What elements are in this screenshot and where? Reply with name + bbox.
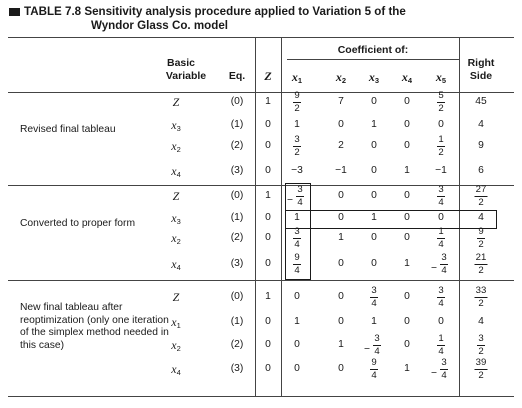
z-coefficient: 1 bbox=[265, 190, 271, 201]
right-side-value: 4 bbox=[478, 316, 484, 327]
x4-coefficient: 0 bbox=[404, 140, 410, 151]
x4-coefficient: 0 bbox=[404, 339, 410, 350]
x1-coefficient: 9 4 bbox=[294, 252, 300, 276]
x2-coefficient: 0 bbox=[338, 258, 344, 269]
x3-coefficient: 0 bbox=[371, 96, 377, 107]
x4-coefficient: 0 bbox=[404, 190, 410, 201]
x1-coefficient: 0 bbox=[294, 291, 300, 302]
basic-variable: $x_2$ bbox=[171, 231, 181, 246]
basic-variable: $x_4$ bbox=[171, 164, 181, 179]
x5-coefficient: 1 4 bbox=[438, 333, 444, 357]
z-coefficient: 0 bbox=[265, 339, 271, 350]
pivot-row-highlight bbox=[285, 210, 497, 229]
x1-coefficient-sign: − bbox=[286, 195, 294, 206]
x2-coefficient: 1 bbox=[338, 339, 344, 350]
basic-variable: Z bbox=[172, 189, 180, 203]
x3-coefficient-sign: − bbox=[363, 344, 371, 355]
equation-number: (0) bbox=[230, 190, 244, 201]
x5-coefficient: 0 bbox=[438, 212, 444, 223]
x2-coefficient: 0 bbox=[338, 190, 344, 201]
x5-coefficient: 5 2 bbox=[438, 90, 444, 114]
basic-variable: $x_2$ bbox=[171, 139, 181, 154]
x4-coefficient: 0 bbox=[404, 316, 410, 327]
x2-coefficient: 0 bbox=[338, 363, 344, 374]
x5-coefficient: 3 4 bbox=[438, 184, 444, 208]
z-coefficient: 0 bbox=[265, 316, 271, 327]
right-side-value: 45 bbox=[475, 96, 487, 107]
basic-variable: $x_4$ bbox=[171, 362, 181, 377]
right-side-value: 33 2 bbox=[475, 285, 487, 309]
column-header-x3: $x_3$ bbox=[368, 70, 380, 85]
x1-coefficient: 3 2 bbox=[294, 134, 300, 158]
z-coefficient: 0 bbox=[265, 363, 271, 374]
x5-coefficient: 3 4 bbox=[441, 357, 447, 381]
x2-coefficient: 0 bbox=[338, 316, 344, 327]
x5-coefficient-sign: − bbox=[430, 263, 438, 274]
equation-number: (2) bbox=[230, 339, 244, 350]
section-label-3: New final tableau after reoptimization (only one iteration of the simplex method needed in this case) bbox=[20, 302, 169, 351]
column-header-x1: $x_1$ bbox=[291, 70, 303, 85]
x1-coefficient: 3 4 bbox=[294, 226, 300, 250]
coefficient-of-header: Coefficient of: bbox=[337, 44, 409, 56]
equation-number: (3) bbox=[230, 363, 244, 374]
title-marker bbox=[9, 8, 20, 16]
x2-coefficient: −1 bbox=[335, 165, 347, 176]
table-title-line1: TABLE 7.8 Sensitivity analysis procedure applied to Variation 5 of the bbox=[24, 5, 406, 18]
x2-coefficient: 2 bbox=[338, 140, 344, 151]
right-side-value: 6 bbox=[478, 165, 484, 176]
x2-coefficient: 0 bbox=[338, 212, 344, 223]
x1-coefficient: 0 bbox=[294, 363, 300, 374]
divider-eq-z bbox=[255, 37, 256, 396]
z-coefficient: 0 bbox=[265, 165, 271, 176]
column-header-x4: $x_4$ bbox=[401, 70, 413, 85]
right-side-header-line1: Right bbox=[467, 57, 495, 69]
x5-coefficient: −1 bbox=[435, 165, 447, 176]
x1-coefficient: 1 bbox=[294, 119, 300, 130]
x5-coefficient-sign: − bbox=[430, 368, 438, 379]
x3-coefficient: 0 bbox=[371, 190, 377, 201]
x1-coefficient: 9 2 bbox=[294, 90, 300, 114]
basic-variable: $x_3$ bbox=[171, 211, 181, 226]
section-label-1: Revised final tableau bbox=[20, 124, 116, 135]
x2-coefficient: 0 bbox=[338, 291, 344, 302]
x4-coefficient: 0 bbox=[404, 96, 410, 107]
z-coefficient: 0 bbox=[265, 258, 271, 269]
bottom-rule bbox=[8, 396, 514, 397]
basic-variable: $x_3$ bbox=[171, 118, 181, 133]
x3-coefficient: 9 4 bbox=[371, 357, 377, 381]
column-header-x5: $x_5$ bbox=[435, 70, 447, 85]
right-side-value: 39 2 bbox=[475, 357, 487, 381]
right-side-value: 4 bbox=[478, 119, 484, 130]
x3-coefficient: 3 4 bbox=[374, 333, 380, 357]
section-label-2: Converted to proper form bbox=[20, 218, 136, 229]
equation-number: (1) bbox=[230, 119, 244, 130]
x5-coefficient: 0 bbox=[438, 316, 444, 327]
x1-coefficient: 3 4 bbox=[297, 184, 303, 208]
x4-coefficient: 0 bbox=[404, 212, 410, 223]
x1-coefficient: 1 bbox=[294, 316, 300, 327]
x5-coefficient: 1 4 bbox=[438, 226, 444, 250]
x2-coefficient: 0 bbox=[338, 119, 344, 130]
basic-variable-header-line1: Basic bbox=[166, 57, 196, 69]
x3-coefficient: 0 bbox=[371, 232, 377, 243]
x3-coefficient: 1 bbox=[371, 212, 377, 223]
right-side-value: 21 2 bbox=[475, 252, 487, 276]
z-coefficient: 0 bbox=[265, 140, 271, 151]
x1-coefficient: 0 bbox=[294, 339, 300, 350]
x1-coefficient: 1 bbox=[294, 212, 300, 223]
x5-coefficient: 3 4 bbox=[438, 285, 444, 309]
x3-coefficient: 1 bbox=[371, 316, 377, 327]
right-side-value: 27 2 bbox=[475, 184, 487, 208]
basic-variable: $x_4$ bbox=[171, 257, 181, 272]
divider-z-x bbox=[281, 37, 282, 396]
equation-number: (2) bbox=[230, 140, 244, 151]
eq-column-header: Eq. bbox=[228, 70, 246, 82]
x4-coefficient: 0 bbox=[404, 119, 410, 130]
right-side-value: 9 bbox=[478, 140, 484, 151]
x5-coefficient: 1 2 bbox=[438, 134, 444, 158]
equation-number: (0) bbox=[230, 291, 244, 302]
x2-coefficient: 1 bbox=[338, 232, 344, 243]
x5-coefficient: 3 4 bbox=[441, 252, 447, 276]
x1-column-highlight bbox=[285, 183, 311, 280]
x3-coefficient: 1 bbox=[371, 119, 377, 130]
right-side-value: 3 2 bbox=[478, 333, 484, 357]
z-column-header: Z bbox=[264, 69, 272, 83]
x3-coefficient: 0 bbox=[371, 140, 377, 151]
basic-variable: Z bbox=[172, 95, 180, 109]
x4-coefficient: 0 bbox=[404, 291, 410, 302]
z-coefficient: 1 bbox=[265, 291, 271, 302]
x3-coefficient: 3 4 bbox=[371, 285, 377, 309]
right-side-value: 4 bbox=[478, 212, 484, 223]
z-coefficient: 0 bbox=[265, 212, 271, 223]
equation-number: (3) bbox=[230, 165, 244, 176]
section-rule-2 bbox=[8, 280, 514, 281]
equation-number: (1) bbox=[230, 316, 244, 327]
right-side-value: 9 2 bbox=[478, 226, 484, 250]
coefficient-underline bbox=[287, 59, 459, 60]
z-coefficient: 0 bbox=[265, 119, 271, 130]
equation-number: (2) bbox=[230, 232, 244, 243]
equation-number: (1) bbox=[230, 212, 244, 223]
x4-coefficient: 0 bbox=[404, 232, 410, 243]
x1-coefficient: −3 bbox=[291, 165, 303, 176]
column-header-x2: $x_2$ bbox=[335, 70, 347, 85]
x3-coefficient: 0 bbox=[371, 165, 377, 176]
x4-coefficient: 1 bbox=[404, 258, 410, 269]
top-rule bbox=[8, 37, 514, 38]
basic-variable: $x_2$ bbox=[171, 338, 181, 353]
x5-coefficient: 0 bbox=[438, 119, 444, 130]
z-coefficient: 1 bbox=[265, 96, 271, 107]
right-side-header-line2: Side bbox=[469, 70, 493, 82]
equation-number: (3) bbox=[230, 258, 244, 269]
table-title-line2: Wyndor Glass Co. model bbox=[91, 19, 229, 32]
basic-variable-header-line2: Variable bbox=[165, 70, 207, 82]
x4-coefficient: 1 bbox=[404, 363, 410, 374]
x3-coefficient: 0 bbox=[371, 258, 377, 269]
equation-number: (0) bbox=[230, 96, 244, 107]
z-coefficient: 0 bbox=[265, 232, 271, 243]
basic-variable: $x_1$ bbox=[171, 315, 181, 330]
x2-coefficient: 7 bbox=[338, 96, 344, 107]
x4-coefficient: 1 bbox=[404, 165, 410, 176]
basic-variable: Z bbox=[172, 290, 180, 304]
